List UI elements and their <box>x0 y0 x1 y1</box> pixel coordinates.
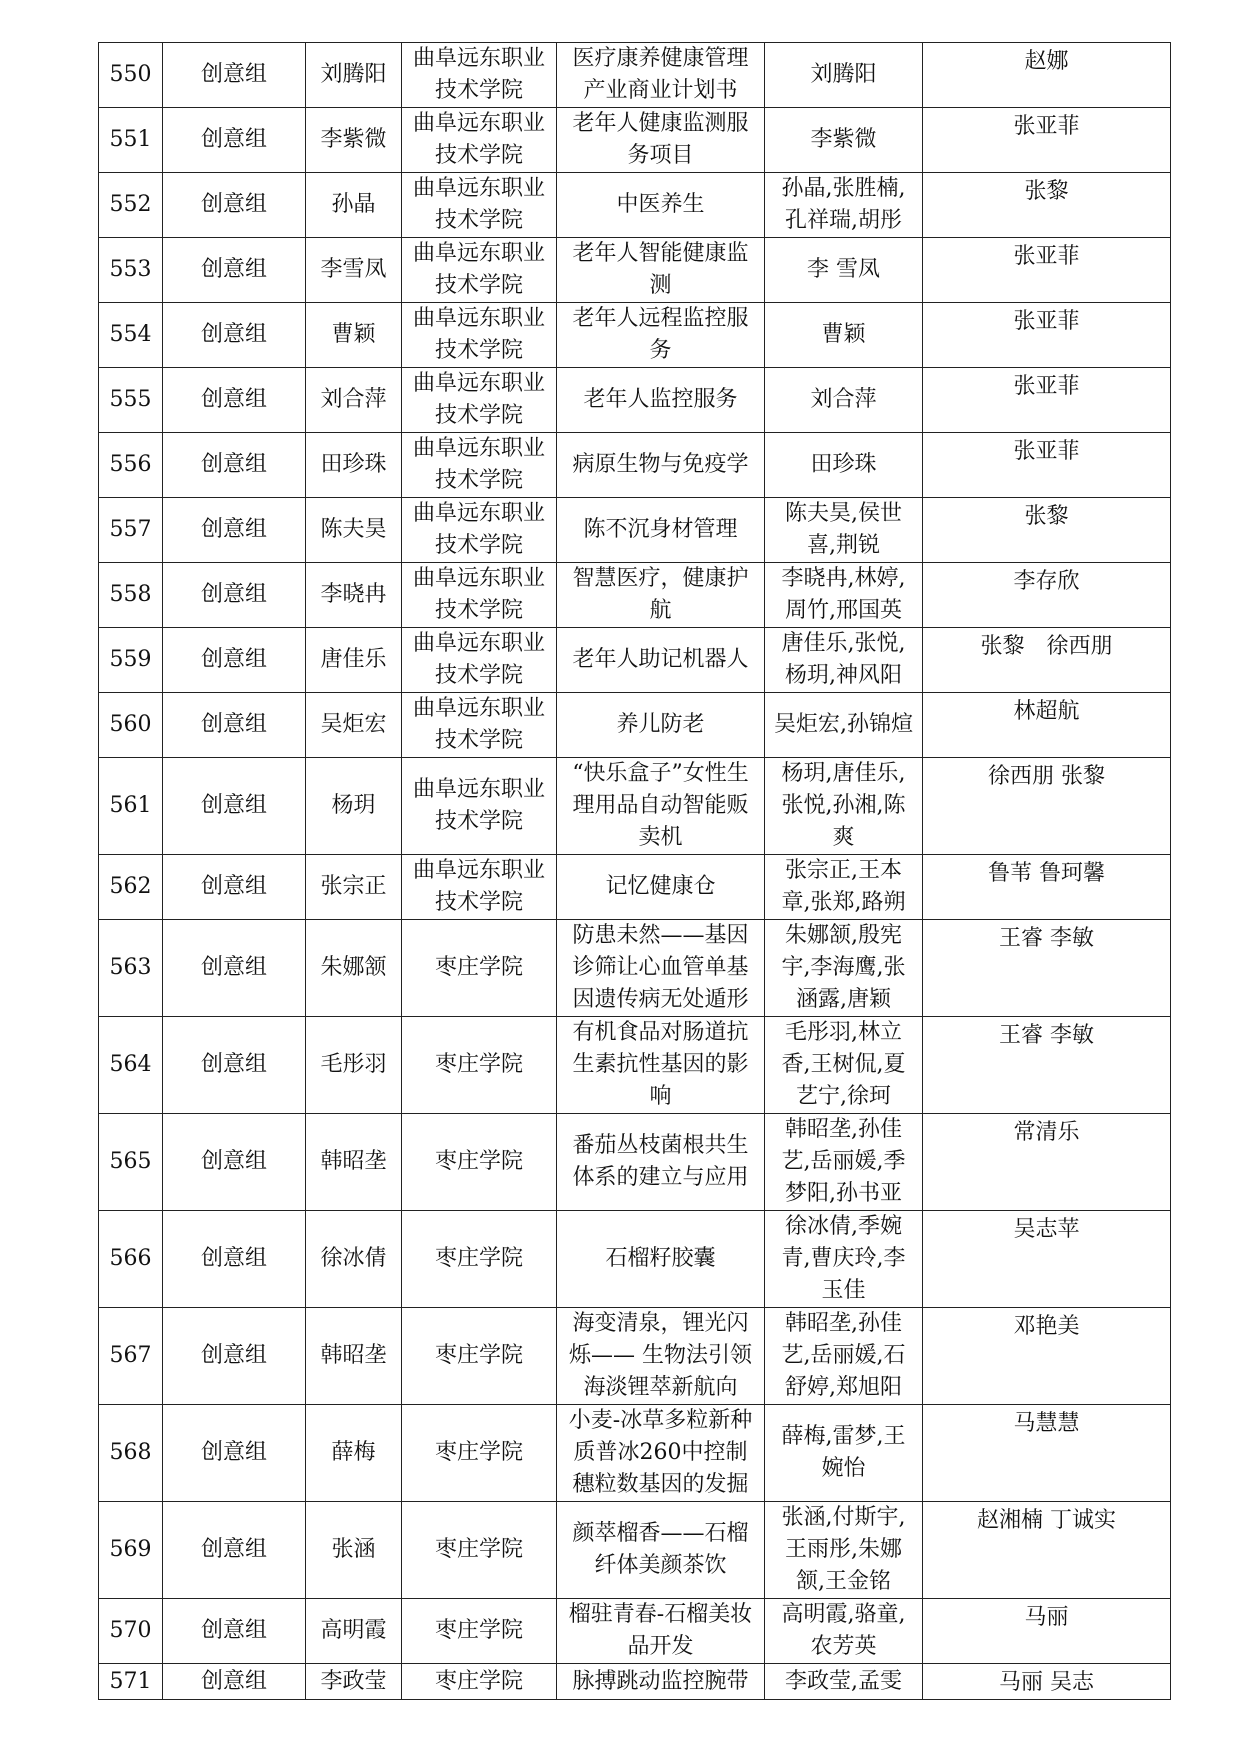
cell-members: 李紫微 <box>765 108 923 173</box>
cell-no: 555 <box>99 368 163 433</box>
cell-school: 曲阜远东职业技术学院 <box>402 758 557 855</box>
cell-members: 韩昭垄,孙佳艺,岳丽媛,季梦阳,孙书亚 <box>765 1114 923 1211</box>
table-row <box>99 303 1171 368</box>
cell-leader: 田珍珠 <box>306 433 402 498</box>
cell-leader: 李政莹 <box>306 1664 402 1700</box>
table-row <box>99 1599 1171 1664</box>
cell-project: 病原生物与免疫学 <box>557 433 765 498</box>
cell-group: 创意组 <box>163 1308 306 1405</box>
cell-school: 曲阜远东职业技术学院 <box>402 628 557 693</box>
table-row <box>99 920 1171 1017</box>
cell-advisor: 张亚菲 <box>923 433 1171 498</box>
cell-no: 562 <box>99 855 163 920</box>
cell-school: 曲阜远东职业技术学院 <box>402 173 557 238</box>
cell-project: 老年人远程监控服务 <box>557 303 765 368</box>
cell-no: 561 <box>99 758 163 855</box>
cell-school: 枣庄学院 <box>402 1114 557 1211</box>
table-row <box>99 498 1171 563</box>
cell-project: 老年人助记机器人 <box>557 628 765 693</box>
cell-project: 榴驻青春-石榴美妆品开发 <box>557 1599 765 1664</box>
cell-no: 563 <box>99 920 163 1017</box>
cell-school: 枣庄学院 <box>402 1502 557 1599</box>
cell-group: 创意组 <box>163 1664 306 1700</box>
cell-group: 创意组 <box>163 238 306 303</box>
cell-group: 创意组 <box>163 1599 306 1664</box>
cell-project: 老年人健康监测服务项目 <box>557 108 765 173</box>
cell-members: 刘合萍 <box>765 368 923 433</box>
cell-no: 565 <box>99 1114 163 1211</box>
cell-group: 创意组 <box>163 563 306 628</box>
cell-no: 557 <box>99 498 163 563</box>
cell-leader: 韩昭垄 <box>306 1114 402 1211</box>
cell-group: 创意组 <box>163 1211 306 1308</box>
cell-leader: 徐冰倩 <box>306 1211 402 1308</box>
cell-members: 杨玥,唐佳乐,张悦,孙湘,陈爽 <box>765 758 923 855</box>
cell-leader: 薛梅 <box>306 1405 402 1502</box>
cell-members: 薛梅,雷梦,王婉怡 <box>765 1405 923 1502</box>
cell-school: 枣庄学院 <box>402 920 557 1017</box>
cell-no: 553 <box>99 238 163 303</box>
cell-project: 智慧医疗，健康护航 <box>557 563 765 628</box>
cell-members: 张宗正,王本章,张郑,路朔 <box>765 855 923 920</box>
cell-advisor: 赵娜 <box>923 43 1171 108</box>
cell-project: 脉搏跳动监控腕带 <box>557 1664 765 1700</box>
cell-project: “快乐盒子”女性生理用品自动智能贩卖机 <box>557 758 765 855</box>
table-body <box>99 43 1171 1700</box>
table-row <box>99 368 1171 433</box>
cell-advisor: 鲁苇 鲁珂馨 <box>923 855 1171 920</box>
table-row <box>99 1211 1171 1308</box>
cell-no: 564 <box>99 1017 163 1114</box>
cell-advisor: 林超航 <box>923 693 1171 758</box>
cell-leader: 陈夫昊 <box>306 498 402 563</box>
cell-members: 毛彤羽,林立香,王树侃,夏艺宁,徐珂 <box>765 1017 923 1114</box>
cell-advisor: 徐西朋 张黎 <box>923 758 1171 855</box>
cell-no: 560 <box>99 693 163 758</box>
cell-leader: 韩昭垄 <box>306 1308 402 1405</box>
cell-group: 创意组 <box>163 758 306 855</box>
table-row <box>99 238 1171 303</box>
cell-advisor: 张亚菲 <box>923 303 1171 368</box>
cell-group: 创意组 <box>163 693 306 758</box>
cell-group: 创意组 <box>163 1114 306 1211</box>
cell-members: 曹颖 <box>765 303 923 368</box>
cell-project: 颜萃榴香——石榴纤体美颜茶饮 <box>557 1502 765 1599</box>
cell-members: 田珍珠 <box>765 433 923 498</box>
cell-project: 陈不沉身材管理 <box>557 498 765 563</box>
table-row <box>99 173 1171 238</box>
cell-school: 枣庄学院 <box>402 1017 557 1114</box>
table-row <box>99 43 1171 108</box>
cell-group: 创意组 <box>163 173 306 238</box>
cell-group: 创意组 <box>163 855 306 920</box>
cell-group: 创意组 <box>163 1405 306 1502</box>
cell-school: 曲阜远东职业技术学院 <box>402 498 557 563</box>
cell-members: 朱娜颔,殷宪宇,李海鹰,张涵露,唐颖 <box>765 920 923 1017</box>
cell-school: 曲阜远东职业技术学院 <box>402 563 557 628</box>
table-row <box>99 758 1171 855</box>
cell-school: 曲阜远东职业技术学院 <box>402 303 557 368</box>
table-row <box>99 563 1171 628</box>
cell-members: 李 雪凤 <box>765 238 923 303</box>
table-row <box>99 1308 1171 1405</box>
cell-group: 创意组 <box>163 498 306 563</box>
cell-school: 曲阜远东职业技术学院 <box>402 43 557 108</box>
cell-leader: 李晓冉 <box>306 563 402 628</box>
cell-advisor: 马丽 吴志 <box>923 1664 1171 1700</box>
cell-advisor: 张黎 <box>923 498 1171 563</box>
cell-group: 创意组 <box>163 303 306 368</box>
cell-advisor: 张亚菲 <box>923 108 1171 173</box>
cell-advisor: 张黎 <box>923 173 1171 238</box>
cell-no: 551 <box>99 108 163 173</box>
cell-school: 枣庄学院 <box>402 1405 557 1502</box>
cell-no: 558 <box>99 563 163 628</box>
table-row <box>99 1502 1171 1599</box>
cell-advisor: 王睿 李敏 <box>923 920 1171 1017</box>
cell-advisor: 常清乐 <box>923 1114 1171 1211</box>
cell-school: 枣庄学院 <box>402 1664 557 1700</box>
cell-leader: 张涵 <box>306 1502 402 1599</box>
cell-leader: 李紫微 <box>306 108 402 173</box>
cell-no: 550 <box>99 43 163 108</box>
table-row <box>99 108 1171 173</box>
cell-no: 559 <box>99 628 163 693</box>
cell-no: 571 <box>99 1664 163 1700</box>
cell-no: 568 <box>99 1405 163 1502</box>
cell-project: 医疗康养健康管理产业商业计划书 <box>557 43 765 108</box>
cell-members: 孙晶,张胜楠,孔祥瑞,胡彤 <box>765 173 923 238</box>
cell-project: 小麦-冰草多粒新种质普冰260中控制穗粒数基因的发掘 <box>557 1405 765 1502</box>
cell-members: 唐佳乐,张悦,杨玥,神风阳 <box>765 628 923 693</box>
cell-school: 枣庄学院 <box>402 1599 557 1664</box>
cell-project: 有机食品对肠道抗生素抗性基因的影响 <box>557 1017 765 1114</box>
cell-advisor: 马慧慧 <box>923 1405 1171 1502</box>
cell-members: 李政莹,孟雯 <box>765 1664 923 1700</box>
cell-project: 记忆健康仓 <box>557 855 765 920</box>
table-row <box>99 1114 1171 1211</box>
cell-advisor: 吴志苹 <box>923 1211 1171 1308</box>
table-row <box>99 693 1171 758</box>
cell-school: 曲阜远东职业技术学院 <box>402 108 557 173</box>
cell-no: 556 <box>99 433 163 498</box>
cell-project: 防患未然——基因诊筛让心血管单基因遗传病无处遁形 <box>557 920 765 1017</box>
table-row <box>99 1017 1171 1114</box>
cell-group: 创意组 <box>163 1017 306 1114</box>
cell-advisor: 王睿 李敏 <box>923 1017 1171 1114</box>
cell-project: 中医养生 <box>557 173 765 238</box>
cell-group: 创意组 <box>163 43 306 108</box>
cell-no: 554 <box>99 303 163 368</box>
cell-school: 曲阜远东职业技术学院 <box>402 238 557 303</box>
cell-leader: 朱娜颔 <box>306 920 402 1017</box>
cell-leader: 孙晶 <box>306 173 402 238</box>
award-list-table <box>98 42 1171 1700</box>
cell-members: 高明霞,骆童,农芳英 <box>765 1599 923 1664</box>
cell-advisor: 马丽 <box>923 1599 1171 1664</box>
table-row <box>99 1405 1171 1502</box>
cell-members: 李晓冉,林婷,周竹,邢国英 <box>765 563 923 628</box>
cell-members: 韩昭垄,孙佳艺,岳丽媛,石舒婷,郑旭阳 <box>765 1308 923 1405</box>
cell-leader: 吴炬宏 <box>306 693 402 758</box>
cell-project: 老年人监控服务 <box>557 368 765 433</box>
table-row <box>99 1664 1171 1700</box>
cell-leader: 高明霞 <box>306 1599 402 1664</box>
cell-group: 创意组 <box>163 433 306 498</box>
table-row <box>99 433 1171 498</box>
cell-school: 曲阜远东职业技术学院 <box>402 693 557 758</box>
cell-school: 枣庄学院 <box>402 1308 557 1405</box>
cell-no: 552 <box>99 173 163 238</box>
cell-leader: 毛彤羽 <box>306 1017 402 1114</box>
cell-advisor: 张黎 徐西朋 <box>923 628 1171 693</box>
cell-leader: 刘合萍 <box>306 368 402 433</box>
cell-no: 569 <box>99 1502 163 1599</box>
cell-group: 创意组 <box>163 920 306 1017</box>
cell-leader: 李雪凤 <box>306 238 402 303</box>
cell-leader: 张宗正 <box>306 855 402 920</box>
cell-advisor: 李存欣 <box>923 563 1171 628</box>
cell-project: 番茄丛枝菌根共生体系的建立与应用 <box>557 1114 765 1211</box>
cell-no: 570 <box>99 1599 163 1664</box>
cell-group: 创意组 <box>163 108 306 173</box>
table-row <box>99 628 1171 693</box>
cell-group: 创意组 <box>163 628 306 693</box>
table-row <box>99 855 1171 920</box>
cell-advisor: 赵湘楠 丁诚实 <box>923 1502 1171 1599</box>
cell-members: 刘腾阳 <box>765 43 923 108</box>
cell-no: 566 <box>99 1211 163 1308</box>
cell-group: 创意组 <box>163 1502 306 1599</box>
cell-school: 曲阜远东职业技术学院 <box>402 368 557 433</box>
cell-members: 徐冰倩,季婉青,曹庆玲,李玉佳 <box>765 1211 923 1308</box>
cell-leader: 唐佳乐 <box>306 628 402 693</box>
cell-advisor: 邓艳美 <box>923 1308 1171 1405</box>
cell-project: 养儿防老 <box>557 693 765 758</box>
cell-leader: 曹颖 <box>306 303 402 368</box>
cell-advisor: 张亚菲 <box>923 368 1171 433</box>
cell-members: 张涵,付斯宇,王雨彤,朱娜颔,王金铭 <box>765 1502 923 1599</box>
cell-members: 吴炬宏,孙锦煊 <box>765 693 923 758</box>
cell-project: 石榴籽胶囊 <box>557 1211 765 1308</box>
cell-advisor: 张亚菲 <box>923 238 1171 303</box>
cell-school: 枣庄学院 <box>402 1211 557 1308</box>
cell-no: 567 <box>99 1308 163 1405</box>
cell-leader: 杨玥 <box>306 758 402 855</box>
cell-project: 老年人智能健康监测 <box>557 238 765 303</box>
cell-leader: 刘腾阳 <box>306 43 402 108</box>
cell-school: 曲阜远东职业技术学院 <box>402 433 557 498</box>
cell-school: 曲阜远东职业技术学院 <box>402 855 557 920</box>
cell-members: 陈夫昊,侯世喜,荆锐 <box>765 498 923 563</box>
cell-project: 海变清泉，锂光闪烁—— 生物法引领海淡锂萃新航向 <box>557 1308 765 1405</box>
cell-group: 创意组 <box>163 368 306 433</box>
